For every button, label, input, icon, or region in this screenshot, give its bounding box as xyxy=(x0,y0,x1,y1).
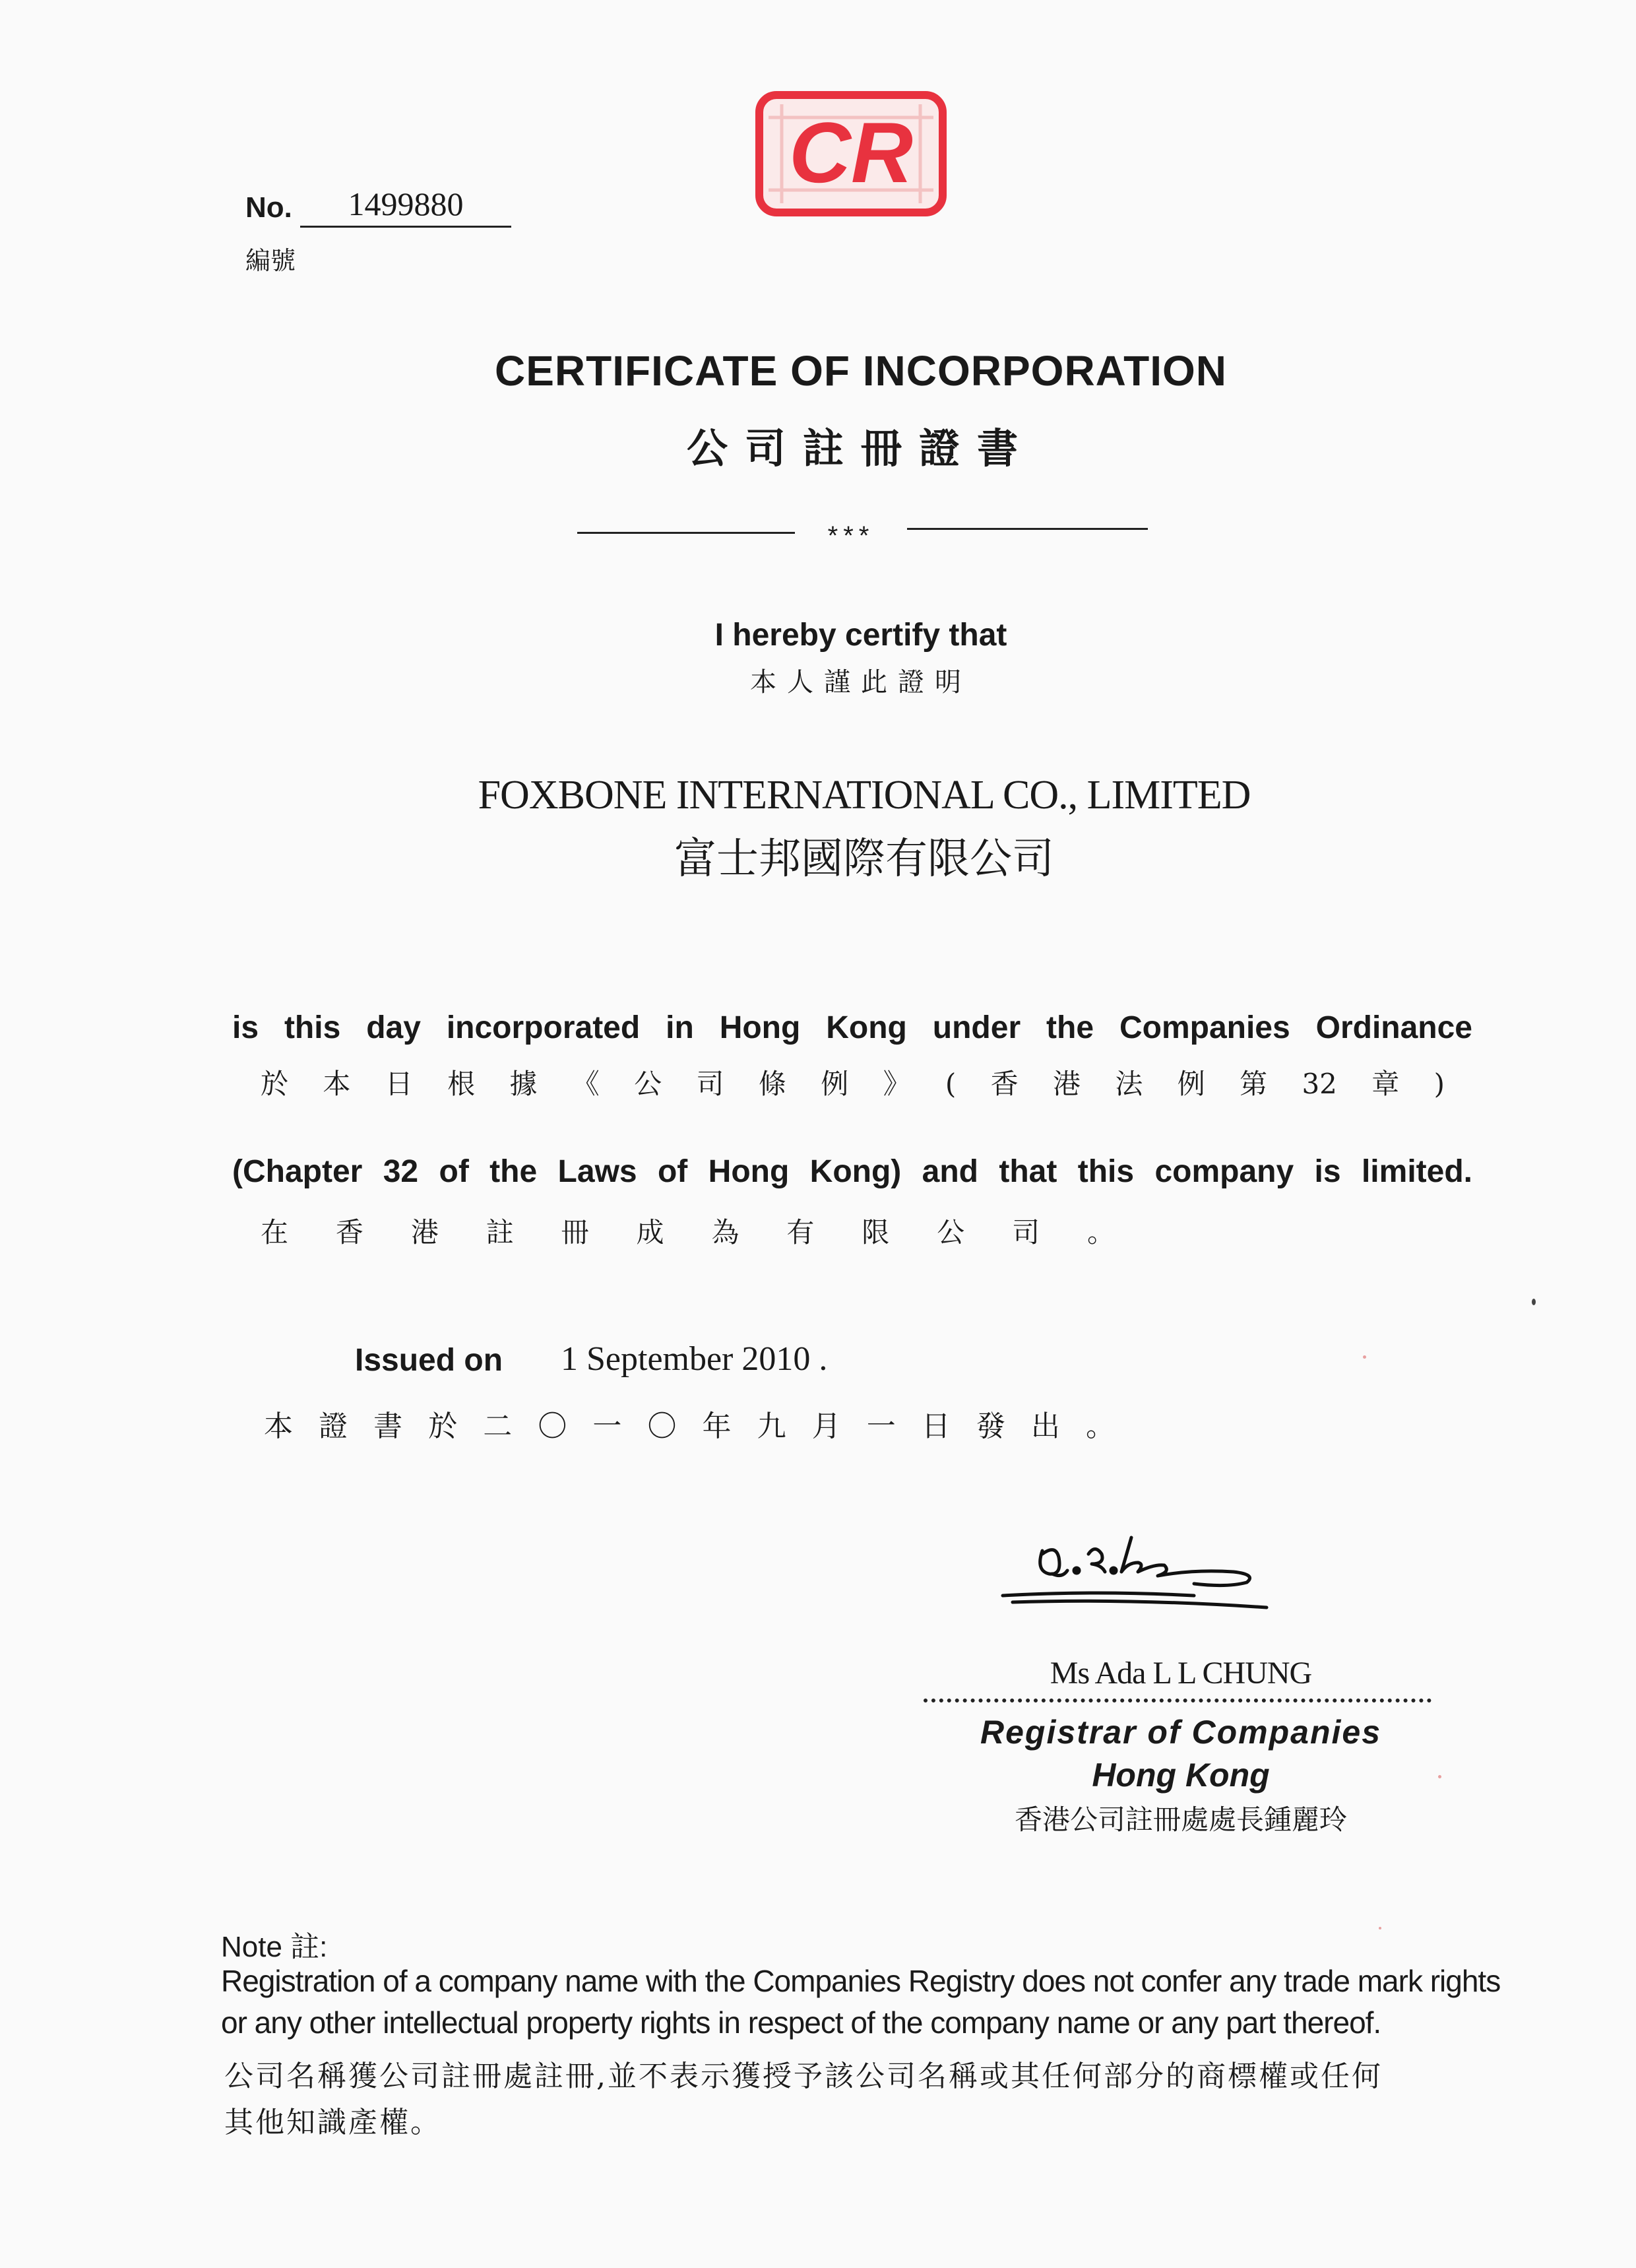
divider-stars: *** xyxy=(827,521,875,550)
note-line-2: or any other intellectual property rights in respect of the company name or any part thereof. xyxy=(221,2005,1381,2040)
note-line-1-zh: 公司名稱獲公司註冊處註冊,並不表示獲授予該公司名稱或其任何部分的商標權或任何 xyxy=(224,2059,1383,2093)
registrar-name: Ms Ada L L CHUNG xyxy=(1050,1656,1312,1691)
body-line-1: is this day incorporated in Hong Kong under the Companies Ordinance xyxy=(232,1010,1472,1045)
number-label: No. xyxy=(245,191,292,224)
divider-line-left xyxy=(577,532,795,534)
scan-speck xyxy=(1379,1927,1381,1929)
scan-speck xyxy=(1532,1299,1536,1305)
divider-line-right xyxy=(907,528,1148,530)
company-name-zh: 富士邦國際有限公司 xyxy=(674,835,1054,884)
certify-heading: I hereby certify that xyxy=(714,618,1007,653)
body-line-2-zh: 在香港註冊成為有限公司。 xyxy=(261,1216,1115,1248)
note-line-2-zh: 其他知識產權。 xyxy=(224,2106,441,2139)
company-name: FOXBONE INTERNATIONAL CO., LIMITED xyxy=(478,773,1251,818)
certify-heading-zh: 本人謹此證明 xyxy=(750,667,972,697)
signature-icon xyxy=(996,1524,1280,1623)
note-label: Note 註: xyxy=(221,1931,328,1963)
cr-logo-text: CR xyxy=(789,104,913,201)
registrar-title: Registrar of Companies xyxy=(980,1714,1381,1751)
scan-speck xyxy=(1363,1355,1366,1359)
number-label-zh: 編號 xyxy=(245,246,296,275)
registrar-title-zh: 香港公司註冊處處長鍾麗玲 xyxy=(1014,1803,1347,1836)
registrar-place: Hong Kong xyxy=(1092,1757,1270,1794)
certificate-title: CERTIFICATE OF INCORPORATION xyxy=(494,347,1228,395)
issued-line-zh: 本證書於二〇一〇年九月一日發出。 xyxy=(264,1409,1115,1443)
certificate-title-zh: 公司註冊證書 xyxy=(686,424,1035,472)
note-line-1: Registration of a company name with the Companies Registry does not confer any trade mark rights xyxy=(221,1964,1501,1998)
certificate-number: 1499880 xyxy=(300,185,511,228)
body-line-2: (Chapter 32 of the Laws of Hong Kong) and that this company is limited. xyxy=(232,1154,1472,1189)
issued-date: 1 September 2010 . xyxy=(561,1340,828,1378)
issued-label: Issued on xyxy=(355,1343,503,1378)
body-line-1-zh: 於本日根據《公司條例》(香港法例第32章) xyxy=(261,1068,1445,1100)
signature-dotted-line xyxy=(924,1699,1432,1702)
cr-logo-icon xyxy=(755,91,947,216)
scan-speck xyxy=(1438,1775,1441,1778)
